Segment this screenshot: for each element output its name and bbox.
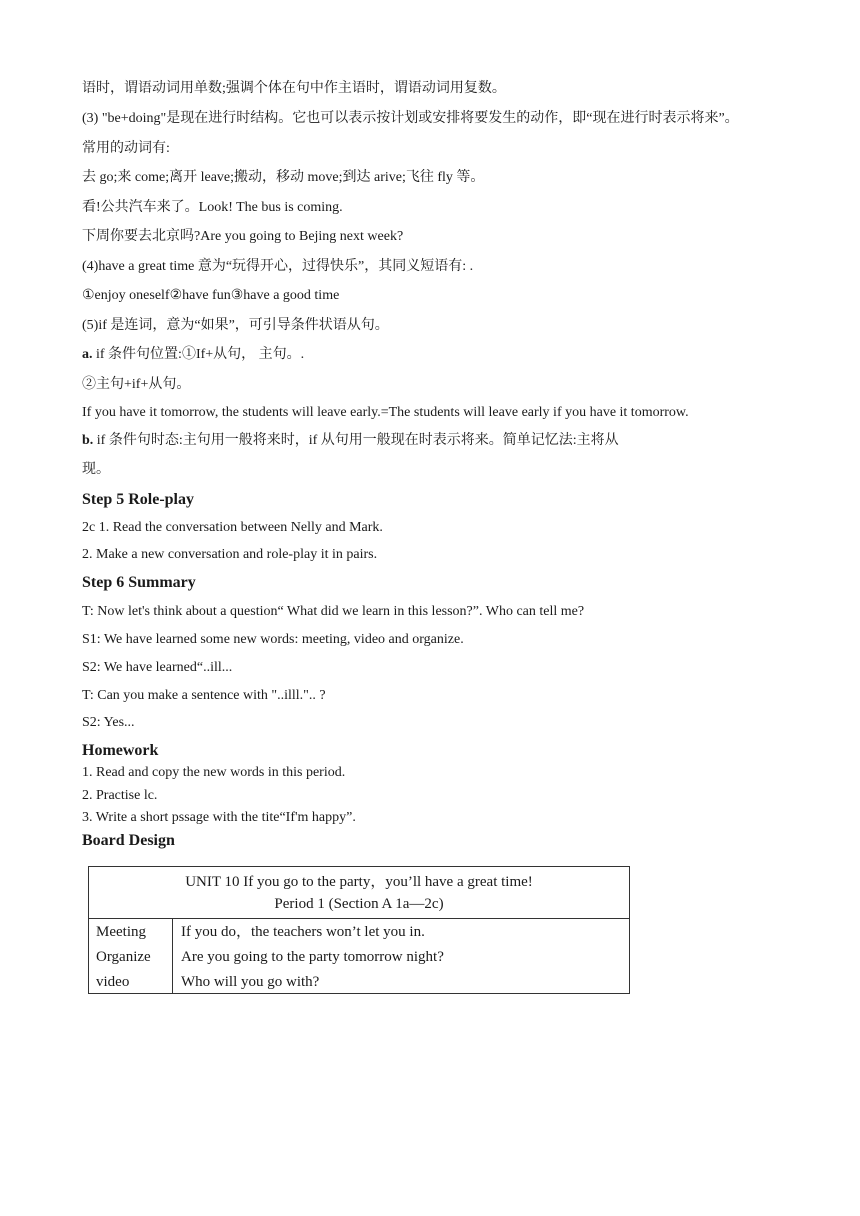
homework-heading: Homework: [82, 742, 159, 759]
text-line: S1: We have learned some new words: meeting, video and organize.: [82, 632, 464, 647]
text-line: 现。: [82, 462, 110, 477]
text-line: If you have it tomorrow, the students will leave early.=The students will leave early if you have it tomorrow.: [82, 405, 689, 420]
board-word: Meeting: [96, 924, 146, 940]
text-span: if 条件句位置:①If+从句， 主句。.: [92, 347, 305, 362]
text-line: T: Now let's think about a question“ What did we learn in this lesson?”. Who can tell me?: [82, 604, 585, 619]
board-title-line2: Period 1 (Section A 1a—2c): [274, 896, 444, 912]
board-word: video: [96, 974, 130, 990]
text-line: [82, 432, 619, 450]
label-a: a.: [82, 347, 93, 362]
text-span: if 条件句时态:主句用一般将来时，if 从句用一般现在时表示将来。简单记忆法:主将从: [93, 433, 619, 448]
text-line: 看!公共汽车来了。Look! The bus is coming.: [82, 200, 343, 215]
board-sentence: Who will you go with?: [181, 974, 320, 990]
text-line: 语时，谓语动词用单数;强调个体在句中作主语时，谓语动词用复数。: [82, 81, 506, 96]
text-line: ②主句+if+从句。: [82, 377, 191, 392]
board-body: [89, 919, 629, 993]
text-line: S2: Yes...: [82, 715, 135, 730]
text-line: (3) "be+doing"是现在进行时结构。它也可以表示按计划或安排将要发生的动作，即“现在进行时表示将来”。: [82, 111, 739, 126]
board-sentences-column: [173, 919, 629, 993]
board-title-line1: UNIT 10 If you go to the party，you’ll have a great time!: [185, 874, 533, 890]
text-line: (4)have a great time 意为“玩得开心，过得快乐”，其同义短语有: .: [82, 259, 474, 274]
text-line: ①enjoy oneself②have fun③have a good time: [82, 288, 340, 303]
board-title: [89, 867, 629, 919]
text-line: 2c 1. Read the conversation between Nelly and Mark.: [82, 520, 383, 535]
text-line: 1. Read and copy the new words in this period.: [82, 765, 346, 780]
board-sentence: If you do，the teachers won’t let you in.: [181, 924, 425, 940]
board-sentence: Are you going to the party tomorrow night?: [181, 949, 444, 965]
text-line: (5)if 是连词，意为“如果”，可引导条件状语从句。: [82, 318, 389, 333]
board-design-table: [88, 866, 630, 994]
board-words-column: [89, 919, 173, 993]
board-design-heading: Board Design: [82, 832, 175, 849]
text-line: 2. Practise lc.: [82, 788, 158, 803]
text-line: 2. Make a new conversation and role-play it in pairs.: [82, 547, 378, 562]
text-line: S2: We have learned“..ill...: [82, 660, 233, 675]
text-line: 常用的动词有:: [82, 141, 170, 156]
text-line: 下周你要去北京吗?Are you going to Bejing next week?: [82, 229, 404, 244]
text-line: [82, 346, 304, 364]
step6-heading: Step 6 Summary: [82, 574, 196, 591]
step5-heading: Step 5 Role-play: [82, 491, 194, 508]
label-b: b.: [82, 433, 94, 448]
text-line: 去 go;来 come;离开 leave;搬动，移动 move;到达 arive;飞往 fly 等。: [82, 170, 485, 185]
text-line: 3. Write a short pssage with the tite“If'm happy”.: [82, 810, 356, 825]
board-word: Organize: [96, 949, 151, 965]
text-line: T: Can you make a sentence with "..illl.".. ?: [82, 688, 326, 703]
